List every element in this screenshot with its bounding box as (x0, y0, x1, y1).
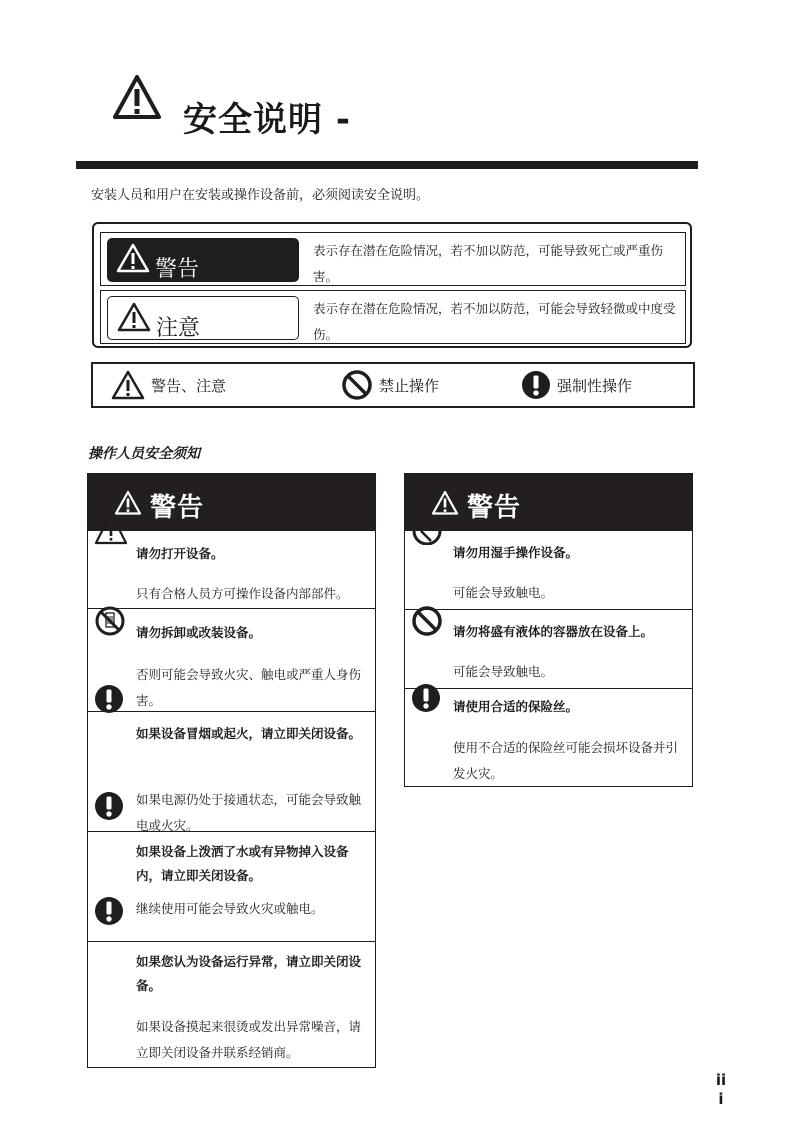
symbol-mandatory (521, 369, 632, 401)
item-description: 只有合格人员方可操作设备内部部件。 (136, 586, 349, 601)
page-title: 安全说明 - (183, 100, 351, 140)
caution-description: 表示存在潜在危险情况，若不加以防范，可能会导致轻微或中度受伤。 (313, 301, 676, 342)
mandatory-icon (521, 370, 557, 400)
item-title: 请使用合适的保险丝。 (453, 699, 579, 714)
item-description: 如果设备摸起来很烫或发出异常噪音，请立即关闭设备并联系经销商。 (136, 1019, 362, 1060)
caution-badge (107, 296, 299, 340)
item-title: 请勿打开设备。 (136, 546, 224, 561)
item-description: 可能会导致触电。 (453, 585, 554, 600)
warning-triangle-icon (112, 74, 162, 120)
list-item (405, 531, 692, 609)
mandatory-icon (94, 684, 124, 714)
warning-panel-title: 警告 (150, 493, 205, 523)
warning-badge (107, 238, 299, 282)
item-title: 请勿将盛有液体的容器放在设备上。 (453, 624, 654, 639)
list-item (405, 609, 692, 689)
warning-triangle-icon (431, 490, 459, 516)
symbol-prohibited (341, 369, 439, 401)
title-divider (76, 161, 698, 169)
prohibited-icon (341, 369, 379, 401)
symbol-warning-caution-label: 警告、注意 (151, 376, 227, 395)
warning-panel-left (87, 473, 376, 1068)
warning-panel-title: 警告 (467, 493, 522, 523)
mandatory-icon (94, 896, 124, 926)
section-title: 操作人员安全须知 (88, 446, 200, 462)
list-item (88, 941, 375, 1068)
warning-panel-header (405, 474, 692, 531)
item-title: 如果设备冒烟或起火，请立即关闭设备。 (136, 726, 362, 741)
intro-text: 安装人员和用户在安装或操作设备前，必须阅读安全说明。 (91, 188, 430, 203)
warning-panel-header (88, 474, 375, 531)
no-wet-hands-icon (411, 531, 443, 545)
legend-row-caution (100, 290, 686, 344)
item-title: 如果设备上泼洒了水或有异物掉入设备内，请立即关闭设备。 (136, 844, 349, 883)
warning-badge-label: 警告 (155, 257, 200, 282)
warning-triangle-icon (117, 301, 151, 333)
legend-row-warning (100, 232, 686, 286)
item-description: 否则可能会导致火灾、触电或严重人身伤害。 (136, 667, 362, 708)
item-title: 请勿用湿手操作设备。 (453, 545, 579, 560)
item-title: 如果您认为设备运行异常，请立即关闭设备。 (136, 954, 362, 993)
item-title: 请勿拆卸或改装设备。 (136, 625, 262, 640)
list-item (88, 831, 375, 942)
list-item (88, 711, 375, 832)
item-description: 如果电源仍处于接通状态，可能会导致触电或火灾。 (136, 792, 362, 833)
item-description: 使用不合适的保险丝可能会损坏设备并引发火灾。 (453, 740, 679, 781)
warning-triangle-icon (111, 369, 151, 401)
symbol-prohibited-label: 禁止操作 (379, 376, 440, 395)
list-item (405, 688, 692, 787)
mandatory-icon (411, 683, 441, 713)
signal-word-legend (92, 222, 692, 348)
symbol-key (91, 362, 695, 408)
list-item (88, 608, 375, 712)
warning-description: 表示存在潜在危险情况，若不加以防范，可能导致死亡或严重伤害。 (313, 243, 664, 284)
page-number: ii i (715, 1071, 727, 1108)
warning-triangle-icon (94, 521, 128, 545)
prohibited-icon (411, 605, 443, 637)
warning-triangle-icon (114, 490, 142, 516)
symbol-mandatory-label: 强制性操作 (557, 376, 633, 395)
warning-panel-right (404, 473, 693, 787)
symbol-warning-caution (111, 369, 226, 401)
warning-triangle-icon (116, 242, 150, 274)
item-description: 继续使用可能会导致火灾或触电。 (136, 901, 324, 916)
item-description: 可能会导致触电。 (453, 664, 554, 679)
caution-badge-label: 注意 (156, 316, 201, 341)
no-disassembly-icon (94, 605, 126, 637)
list-item (88, 531, 375, 608)
mandatory-icon (94, 791, 124, 821)
